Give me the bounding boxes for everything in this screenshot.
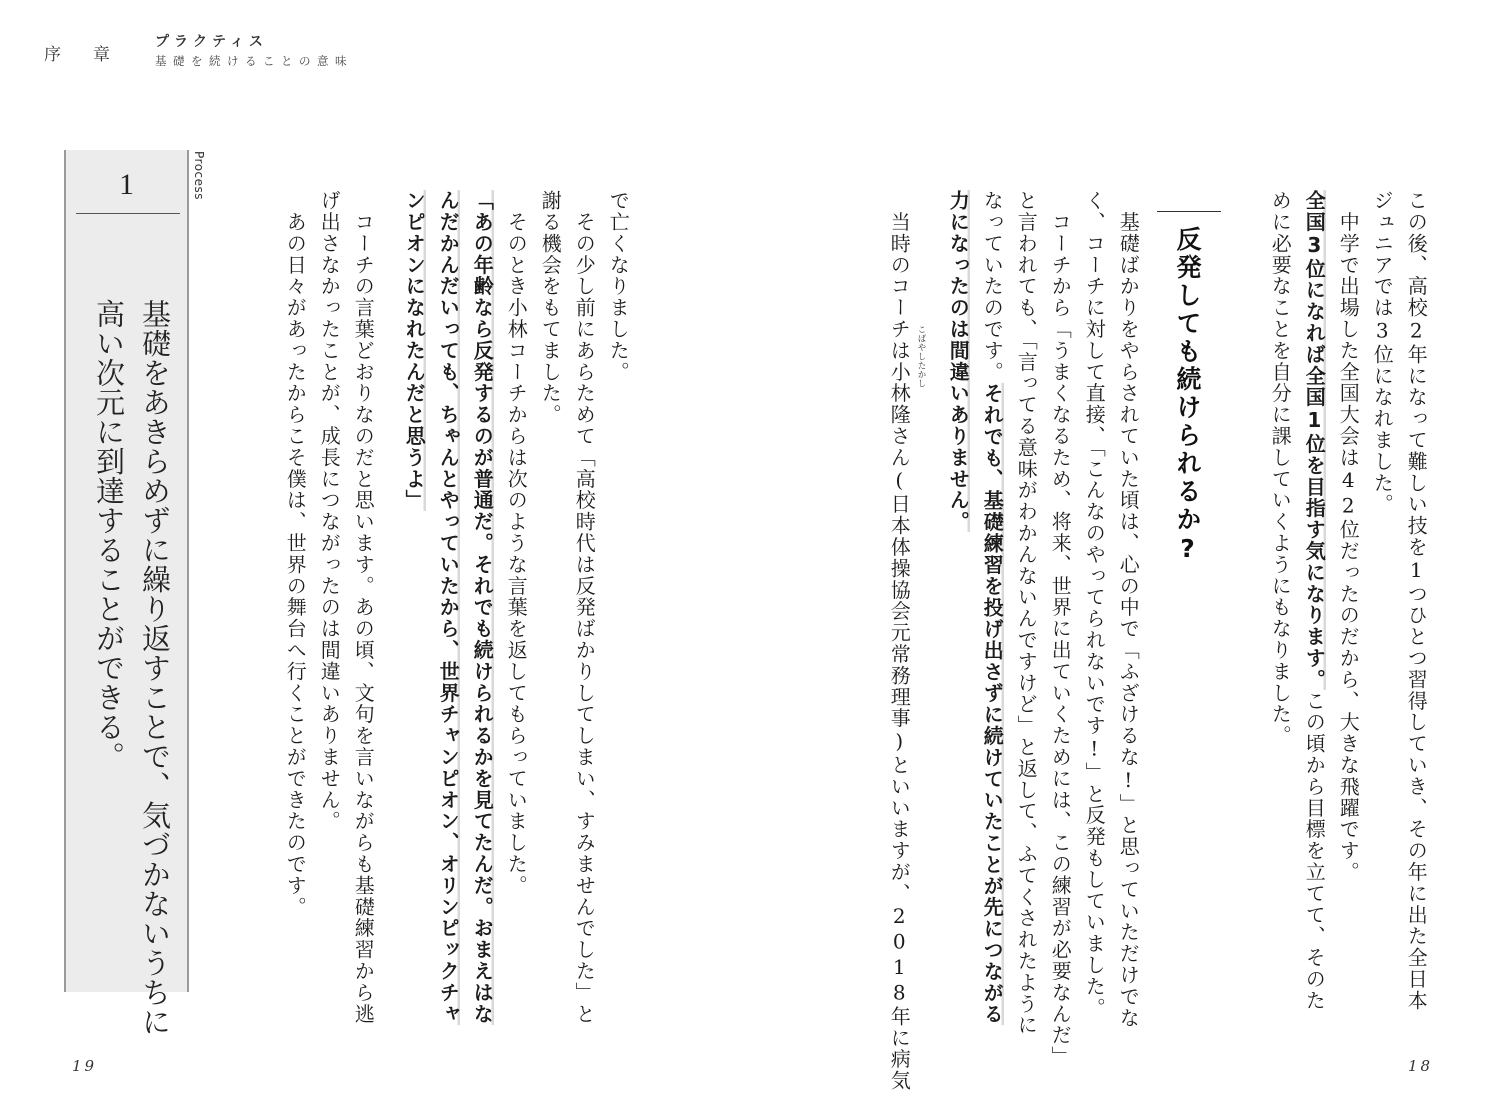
text-column [1111,190,1145,1029]
highlighted-text: ンピオンになれたんだと思うよ」 [402,190,427,511]
text-segment: ジュニアでは3位になれました。 [1370,190,1395,515]
highlighted-text: んだかんだいっても、ちゃんとやっていたから、世界チャンピオン、オリンピックチャ [436,190,461,1025]
text-column [1009,190,1043,1036]
text-segment: 謝る機会をもてました。 [538,190,563,426]
running-head-subtitle: 基礎を続けることの意味 [155,54,353,68]
text-column [882,190,916,1091]
text-column [1297,190,1331,1011]
subheading-rule [1157,211,1221,212]
running-head-title: プラクティス [155,34,268,50]
text-segment: なっていたのです。 [980,190,1005,383]
page-number-right: 18 [1408,1057,1434,1075]
section-subheading: 反発しても続けられるか? [1173,226,1202,566]
text-segment: 基礎ばかりをやらされていた頃は、心の中で「ふざけるな!」と思っていただけでな [1116,190,1141,1029]
text-column [1365,190,1399,515]
text-segment: と言われても、「言ってる意味がわかんないんですけど」と返して、ふてくされたように [1014,190,1039,1036]
text-column [533,190,567,425]
text-segment: その少し前にあらためて「高校時代は反発ばかりしてしまい、すみませんでした」と [572,190,597,1025]
text-column [278,190,312,918]
text-column [941,190,975,532]
highlighted-text: 力になったのは間違いありません。 [946,190,971,533]
process-number: 1 [119,168,134,201]
text-segment: この頃から目標を立てて、そのた [1302,690,1327,1012]
text-column [1399,190,1433,1011]
text-column [1043,190,1077,1067]
highlighted-text: それでも、基礎練習を投げ出さずに続けていたことが先につながる [980,382,1005,1025]
text-segment: コーチから「うまくなるため、将来、世界に出ていくためには、この練習が必要なんだ」 [1048,190,1073,1068]
text-column [346,190,380,1025]
text-column [431,190,465,1025]
text-column [499,190,533,896]
highlighted-text: 「あの年齢なら反発するのが普通だ。それでも続けられるかを見てたんだ。おまえはな [470,190,495,1025]
process-label: Process [192,151,206,201]
text-segment: 当時のコーチは小林隆さん(日本体操協会元常務理事)といいますが、2018年に病気 [887,190,912,1092]
text-column [975,190,1009,1025]
text-column [1077,190,1111,1019]
highlighted-text: 全国3位になれば全国1位を目指す気になります。 [1302,190,1327,691]
process-text [86,230,224,1037]
text-segment: そのとき小林コーチからは次のような言葉を返してもらっていました。 [504,190,529,897]
text-segment: この後、高校2年になって難しい技を1つひとつ習得していき、その年に出た全日本 [1404,190,1429,1012]
text-column [1263,190,1297,746]
chapter-label: 序章 [44,45,142,65]
process-line: 高い次元に到達することができる。 [92,299,126,771]
text-segment: く、コーチに対して直接、「こんなのやってられないです!」と反発もしていました。 [1082,190,1107,1019]
text-column [465,190,499,1025]
text-segment: めに必要なことを自分に課していくようにもなりました。 [1268,190,1293,747]
page-number-left: 19 [72,1057,98,1075]
ruby-annotation: こばやしたかし [916,325,926,388]
text-segment: コーチの言葉どおりなのだと思います。あの頃、文句を言いながらも基礎練習から逃 [351,190,376,1025]
process-divider [76,213,180,214]
text-segment: あの日々があったからこそ僕は、世界の舞台へ行くことができたのです。 [283,190,308,918]
text-segment: 中学で出場した全国大会は42位だったのだから、大きな飛躍です。 [1336,190,1361,883]
text-column [312,190,346,832]
text-column [601,190,635,383]
process-line: 基礎をあきらめずに繰り返すことで、気づかないうちに [138,299,172,1037]
text-column [1331,190,1365,883]
text-segment: で亡くなりました。 [606,190,631,383]
text-column [567,190,601,1025]
text-column [397,190,431,511]
text-segment: げ出さなかったことが、成長につながったのは間違いありません。 [317,190,342,832]
